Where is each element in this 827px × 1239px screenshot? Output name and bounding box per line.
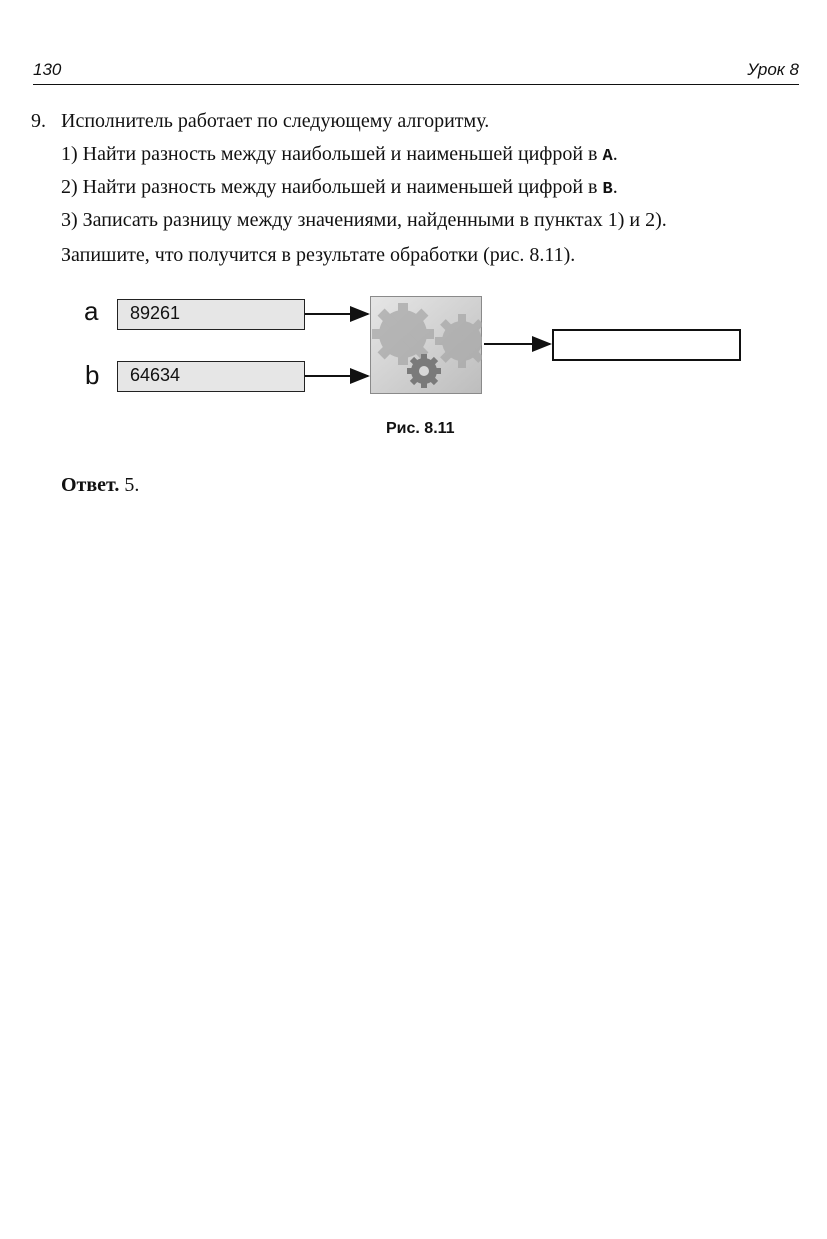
gears-icon <box>370 296 482 394</box>
input-b-label: b <box>85 360 100 390</box>
step-1-text: 1) Найти разность между наибольшей и наименьшей цифрой в <box>61 143 603 165</box>
input-a-label: a <box>84 296 99 326</box>
step-2-text: 2) Найти разность между наибольшей и наименьшей цифрой в <box>61 176 603 198</box>
input-a-box: 89261 <box>117 299 305 330</box>
page-number: 130 <box>33 60 62 79</box>
answer-label: Ответ. <box>61 474 120 496</box>
step-3: 3) Записать разницу между значениями, найденными в пунктах 1) и 2). <box>61 209 667 231</box>
step-1-end: . <box>612 143 618 165</box>
step-2 <box>61 176 618 199</box>
step-2-var: B <box>602 180 613 199</box>
answer-value: 5. <box>124 474 140 496</box>
step-2-end: . <box>612 176 618 198</box>
task-number: 9. <box>31 110 46 132</box>
input-b-box: 64634 <box>117 361 305 392</box>
task-intro: Исполнитель работает по следующему алгоритму. <box>61 110 490 132</box>
output-box <box>552 329 741 361</box>
step-1 <box>61 143 618 166</box>
answer <box>61 474 139 497</box>
task-question: Запишите, что получится в результате обработки (рис. 8.11). <box>61 244 576 266</box>
page-header <box>33 58 799 85</box>
figure-diagram <box>80 290 760 405</box>
step-1-var: A <box>602 147 613 166</box>
lesson-title: Урок 8 <box>747 60 799 79</box>
figure-caption: Рис. 8.11 <box>386 420 455 437</box>
